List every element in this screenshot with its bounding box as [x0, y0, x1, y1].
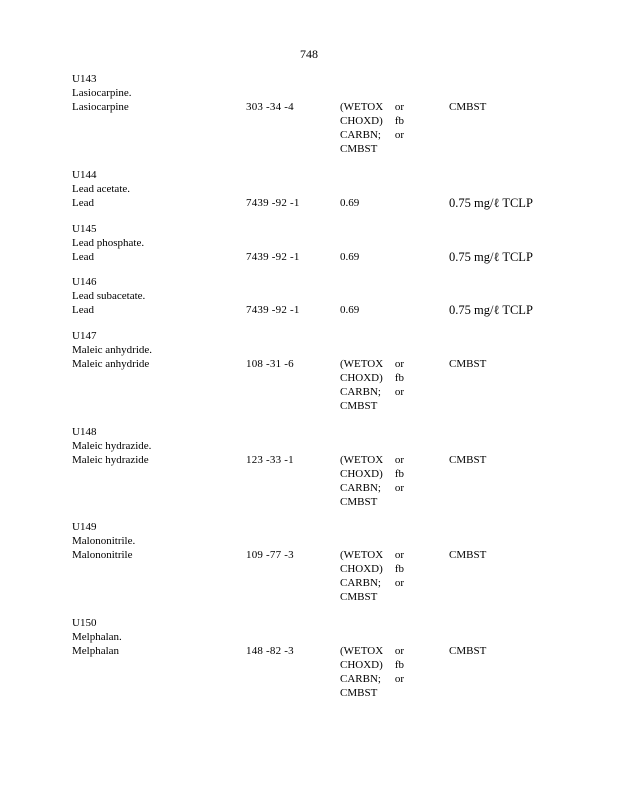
- ww-text: CHOXD): [340, 372, 383, 384]
- wastewater-standard: [340, 453, 404, 509]
- waste-code: U145: [72, 223, 97, 235]
- constituent-name: Maleic hydrazide: [72, 454, 149, 466]
- constituent-name: Maleic anhydride: [72, 358, 150, 370]
- ww-text: CARBN;: [340, 386, 381, 398]
- waste-code: U150: [72, 617, 97, 629]
- ww-conj: or: [394, 673, 404, 685]
- ww-text: CARBN;: [340, 129, 381, 141]
- constituent-row: [72, 303, 572, 317]
- constituent-row: [72, 453, 572, 508]
- cas-number: 7439 -92 -1: [246, 304, 300, 316]
- ww-text: CARBN;: [340, 577, 381, 589]
- ww-conj: or: [394, 358, 404, 370]
- waste-entry-u143: [72, 72, 572, 155]
- nonwastewater-standard: CMBST: [449, 358, 487, 370]
- ww-conj: fb: [394, 659, 404, 671]
- constituent-name: Lead: [72, 304, 94, 316]
- waste-code: U149: [72, 521, 97, 533]
- cas-number: 109 -77 -3: [246, 549, 294, 561]
- waste-name: Lead phosphate.: [72, 237, 145, 249]
- ww-conj: fb: [394, 115, 404, 127]
- waste-entry-u147: [72, 329, 572, 412]
- nonwastewater-standard: CMBST: [449, 645, 487, 657]
- wastewater-standard: [340, 357, 404, 413]
- cas-number: 303 -34 -4: [246, 101, 294, 113]
- wastewater-standard: 0.69: [340, 304, 360, 316]
- nonwastewater-standard: 0.75 mg/ℓ TCLP: [449, 303, 533, 317]
- ww-conj: or: [394, 454, 404, 466]
- ww-conj: or: [394, 129, 404, 141]
- page-number: 748: [300, 47, 318, 61]
- constituent-row: [72, 196, 572, 210]
- waste-name: Malononitrile.: [72, 535, 136, 547]
- wastewater-standard: 0.69: [340, 251, 360, 263]
- ww-text: CARBN;: [340, 673, 381, 685]
- waste-entry-u148: [72, 425, 572, 508]
- nonwastewater-standard: 0.75 mg/ℓ TCLP: [449, 250, 533, 264]
- constituent-row: [72, 100, 572, 155]
- ww-text: CMBST: [340, 591, 378, 603]
- ww-text: (WETOX: [340, 454, 384, 466]
- constituent-row: [72, 548, 572, 603]
- ww-text: CMBST: [340, 496, 378, 508]
- ww-conj: or: [394, 482, 404, 494]
- wastewater-standard: 0.69: [340, 197, 360, 209]
- ww-conj: or: [394, 645, 404, 657]
- ww-text: CHOXD): [340, 563, 383, 575]
- constituent-row: [72, 250, 572, 264]
- cas-number: 123 -33 -1: [246, 454, 294, 466]
- nonwastewater-standard: CMBST: [449, 549, 487, 561]
- waste-code: U146: [72, 276, 97, 288]
- waste-code: U147: [72, 330, 97, 342]
- ww-conj: fb: [394, 372, 404, 384]
- cas-number: 148 -82 -3: [246, 645, 294, 657]
- ww-text: CHOXD): [340, 115, 383, 127]
- cas-number: 7439 -92 -1: [246, 197, 300, 209]
- ww-text: (WETOX: [340, 358, 384, 370]
- constituent-name: Melphalan: [72, 645, 120, 657]
- ww-conj: or: [394, 549, 404, 561]
- ww-text: (WETOX: [340, 549, 384, 561]
- constituent-name: Lasiocarpine: [72, 101, 129, 113]
- ww-text: (WETOX: [340, 101, 384, 113]
- waste-name: Maleic anhydride.: [72, 344, 153, 356]
- nonwastewater-standard: CMBST: [449, 101, 487, 113]
- waste-entry-u150: [72, 616, 572, 699]
- nonwastewater-standard: 0.75 mg/ℓ TCLP: [449, 196, 533, 210]
- ww-text: CMBST: [340, 400, 378, 412]
- constituent-row: [72, 357, 572, 412]
- ww-text: CHOXD): [340, 659, 383, 671]
- waste-entry-u146: [72, 275, 572, 317]
- constituent-name: Lead: [72, 197, 94, 209]
- nonwastewater-standard: CMBST: [449, 454, 487, 466]
- waste-entry-u149: [72, 520, 572, 603]
- cas-number: 7439 -92 -1: [246, 251, 300, 263]
- constituent-name: Lead: [72, 251, 94, 263]
- wastewater-standard: [340, 644, 404, 700]
- waste-name: Lead subacetate.: [72, 290, 146, 302]
- wastewater-standard: [340, 548, 404, 604]
- ww-text: CARBN;: [340, 482, 381, 494]
- ww-text: CHOXD): [340, 468, 383, 480]
- ww-conj: fb: [394, 468, 404, 480]
- ww-conj: or: [394, 577, 404, 589]
- waste-name: Melphalan.: [72, 631, 122, 643]
- waste-entry-u144: [72, 168, 572, 210]
- waste-name: Lasiocarpine.: [72, 87, 132, 99]
- ww-conj: or: [394, 386, 404, 398]
- waste-entry-u145: [72, 222, 572, 264]
- waste-code: U148: [72, 426, 97, 438]
- ww-text: (WETOX: [340, 645, 384, 657]
- wastewater-standard: [340, 100, 404, 156]
- waste-code: U144: [72, 169, 97, 181]
- waste-name: Maleic hydrazide.: [72, 440, 152, 452]
- ww-text: CMBST: [340, 143, 378, 155]
- waste-name: Lead acetate.: [72, 183, 131, 195]
- cas-number: 108 -31 -6: [246, 358, 294, 370]
- ww-conj: fb: [394, 563, 404, 575]
- constituent-row: [72, 644, 572, 699]
- waste-code: U143: [72, 73, 97, 85]
- constituent-name: Malononitrile: [72, 549, 133, 561]
- ww-text: CMBST: [340, 687, 378, 699]
- ww-conj: or: [394, 101, 404, 113]
